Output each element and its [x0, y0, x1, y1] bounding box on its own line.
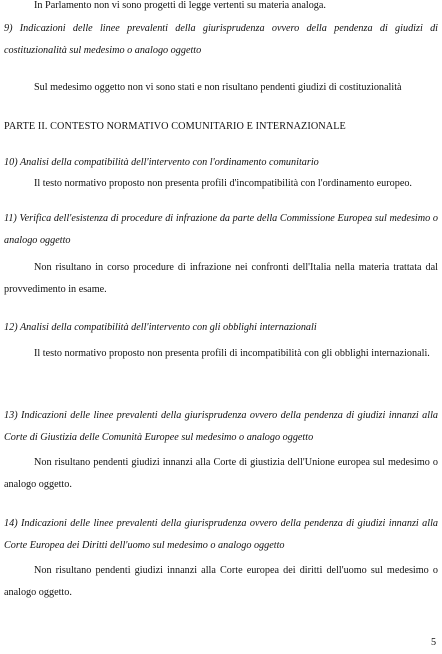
paragraph-section-12: Il testo normativo proposto non presenta profili di incompatibilità con gli obblighi internazionali. [34, 348, 430, 359]
paragraph-section-9: Sul medesimo oggetto non vi sono stati e non risultano pendenti giudizi di costituzionalità [34, 82, 402, 93]
paragraph-section-10: Il testo normativo proposto non presenta profili d'incompatibilità con l'ordinamento europeo. [34, 178, 412, 189]
paragraph-section-13: Non risultano pendenti giudizi innanzi alla Corte di giustizia dell'Unione europea sul medesimo o analogo oggetto. [4, 457, 438, 490]
heading-section-11: 11) Verifica dell'esistenza di procedure di infrazione da parte della Commissione Europea sul medesimo o analogo oggetto [4, 213, 438, 246]
paragraph-section-11: Non risultano in corso procedure di infrazione nei confronti dell'Italia nella materia trattata dal provvedimento in esame. [4, 262, 438, 295]
heading-section-10: 10) Analisi della compatibilità dell'intervento con l'ordinamento comunitario [4, 157, 319, 168]
paragraph-section-14: Non risultano pendenti giudizi innanzi alla Corte europea dei diritti dell'uomo sul medesimo o analogo oggetto. [4, 565, 438, 598]
heading-section-12: 12) Analisi della compatibilità dell'intervento con gli obblighi internazionali [4, 322, 317, 333]
page-number: 5 [431, 637, 437, 648]
part-2-heading: PARTE II. CONTESTO NORMATIVO COMUNITARIO E INTERNAZIONALE [4, 121, 346, 132]
heading-section-14: 14) Indicazioni delle linee prevalenti della giurisprudenza ovvero della pendenza di giudizi innanzi alla Corte Europea dei Diritti dell'uomo sul medesimo o analogo oggetto [4, 518, 438, 551]
heading-section-9: 9) Indicazioni delle linee prevalenti della giurisprudenza ovvero della pendenza di giudizi di costituzionalità sul medesimo o analogo oggetto [4, 23, 438, 56]
heading-section-13: 13) Indicazioni delle linee prevalenti della giurisprudenza ovvero della pendenza di giudizi innanzi alla Corte di Giustizia delle Comunità Europee sul medesimo o analogo oggetto [4, 410, 438, 443]
paragraph-parliament: In Parlamento non vi sono progetti di legge vertenti su materia analoga. [34, 0, 326, 11]
